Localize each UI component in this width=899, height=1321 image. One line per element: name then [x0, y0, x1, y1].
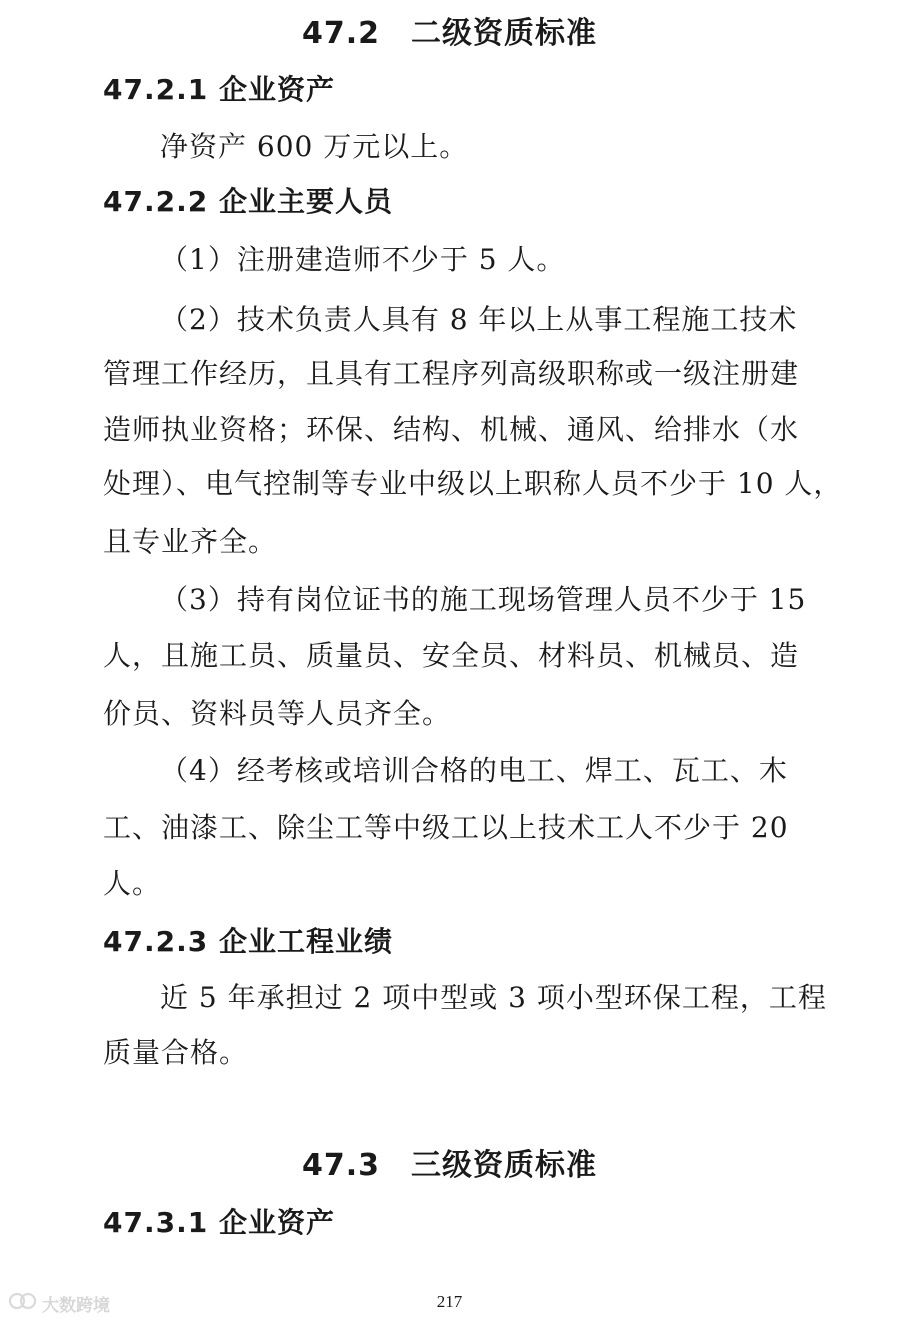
paragraph-line: 质量合格。 — [103, 1036, 249, 1069]
page-number: 217 — [436, 1292, 463, 1311]
paragraph-line: 人，且施工员、质量员、安全员、材料员、机械员、造 — [103, 639, 800, 672]
subsection-heading: 47.3.1 企业资产 — [103, 1206, 335, 1239]
paragraph-line: 净资产 600 万元以上。 — [160, 130, 469, 163]
subsection-heading: 47.2.2 企业主要人员 — [103, 185, 393, 218]
watermark-text: 大数跨境 — [42, 1295, 110, 1316]
paragraph-line: 工、油漆工、除尘工等中级工以上技术工人不少于 20 — [103, 811, 789, 844]
watermark — [8, 1290, 110, 1316]
paragraph-line: 处理）、电气控制等专业中级以上职称人员不少于 10 人， — [103, 467, 843, 500]
paragraph-line: 造师执业资格；环保、结构、机械、通风、给排水（水 — [103, 413, 800, 446]
paragraph-line: （3）持有岗位证书的施工现场管理人员不少于 15 — [160, 583, 807, 616]
paragraph-line: （1）注册建造师不少于 5 人。 — [160, 243, 566, 276]
subsection-heading: 47.2.1 企业资产 — [103, 73, 335, 106]
section-title: 47.2 二级资质标准 — [301, 16, 598, 51]
paragraph-line: 近 5 年承担过 2 项中型或 3 项小型环保工程，工程 — [160, 981, 827, 1014]
section-title: 47.3 三级资质标准 — [301, 1148, 598, 1183]
paragraph-line: 人。 — [103, 867, 162, 900]
paragraph-line: 且专业齐全。 — [103, 525, 278, 558]
subsection-heading: 47.2.3 企业工程业绩 — [103, 925, 393, 958]
circle-logo-icon — [8, 1290, 38, 1316]
paragraph-line: 管理工作经历，且具有工程序列高级职称或一级注册建 — [103, 357, 800, 390]
paragraph-line: （2）技术负责人具有 8 年以上从事工程施工技术 — [160, 303, 798, 336]
paragraph-line: （4）经考核或培训合格的电工、焊工、瓦工、木 — [160, 754, 788, 787]
paragraph-line: 价员、资料员等人员齐全。 — [103, 697, 452, 730]
